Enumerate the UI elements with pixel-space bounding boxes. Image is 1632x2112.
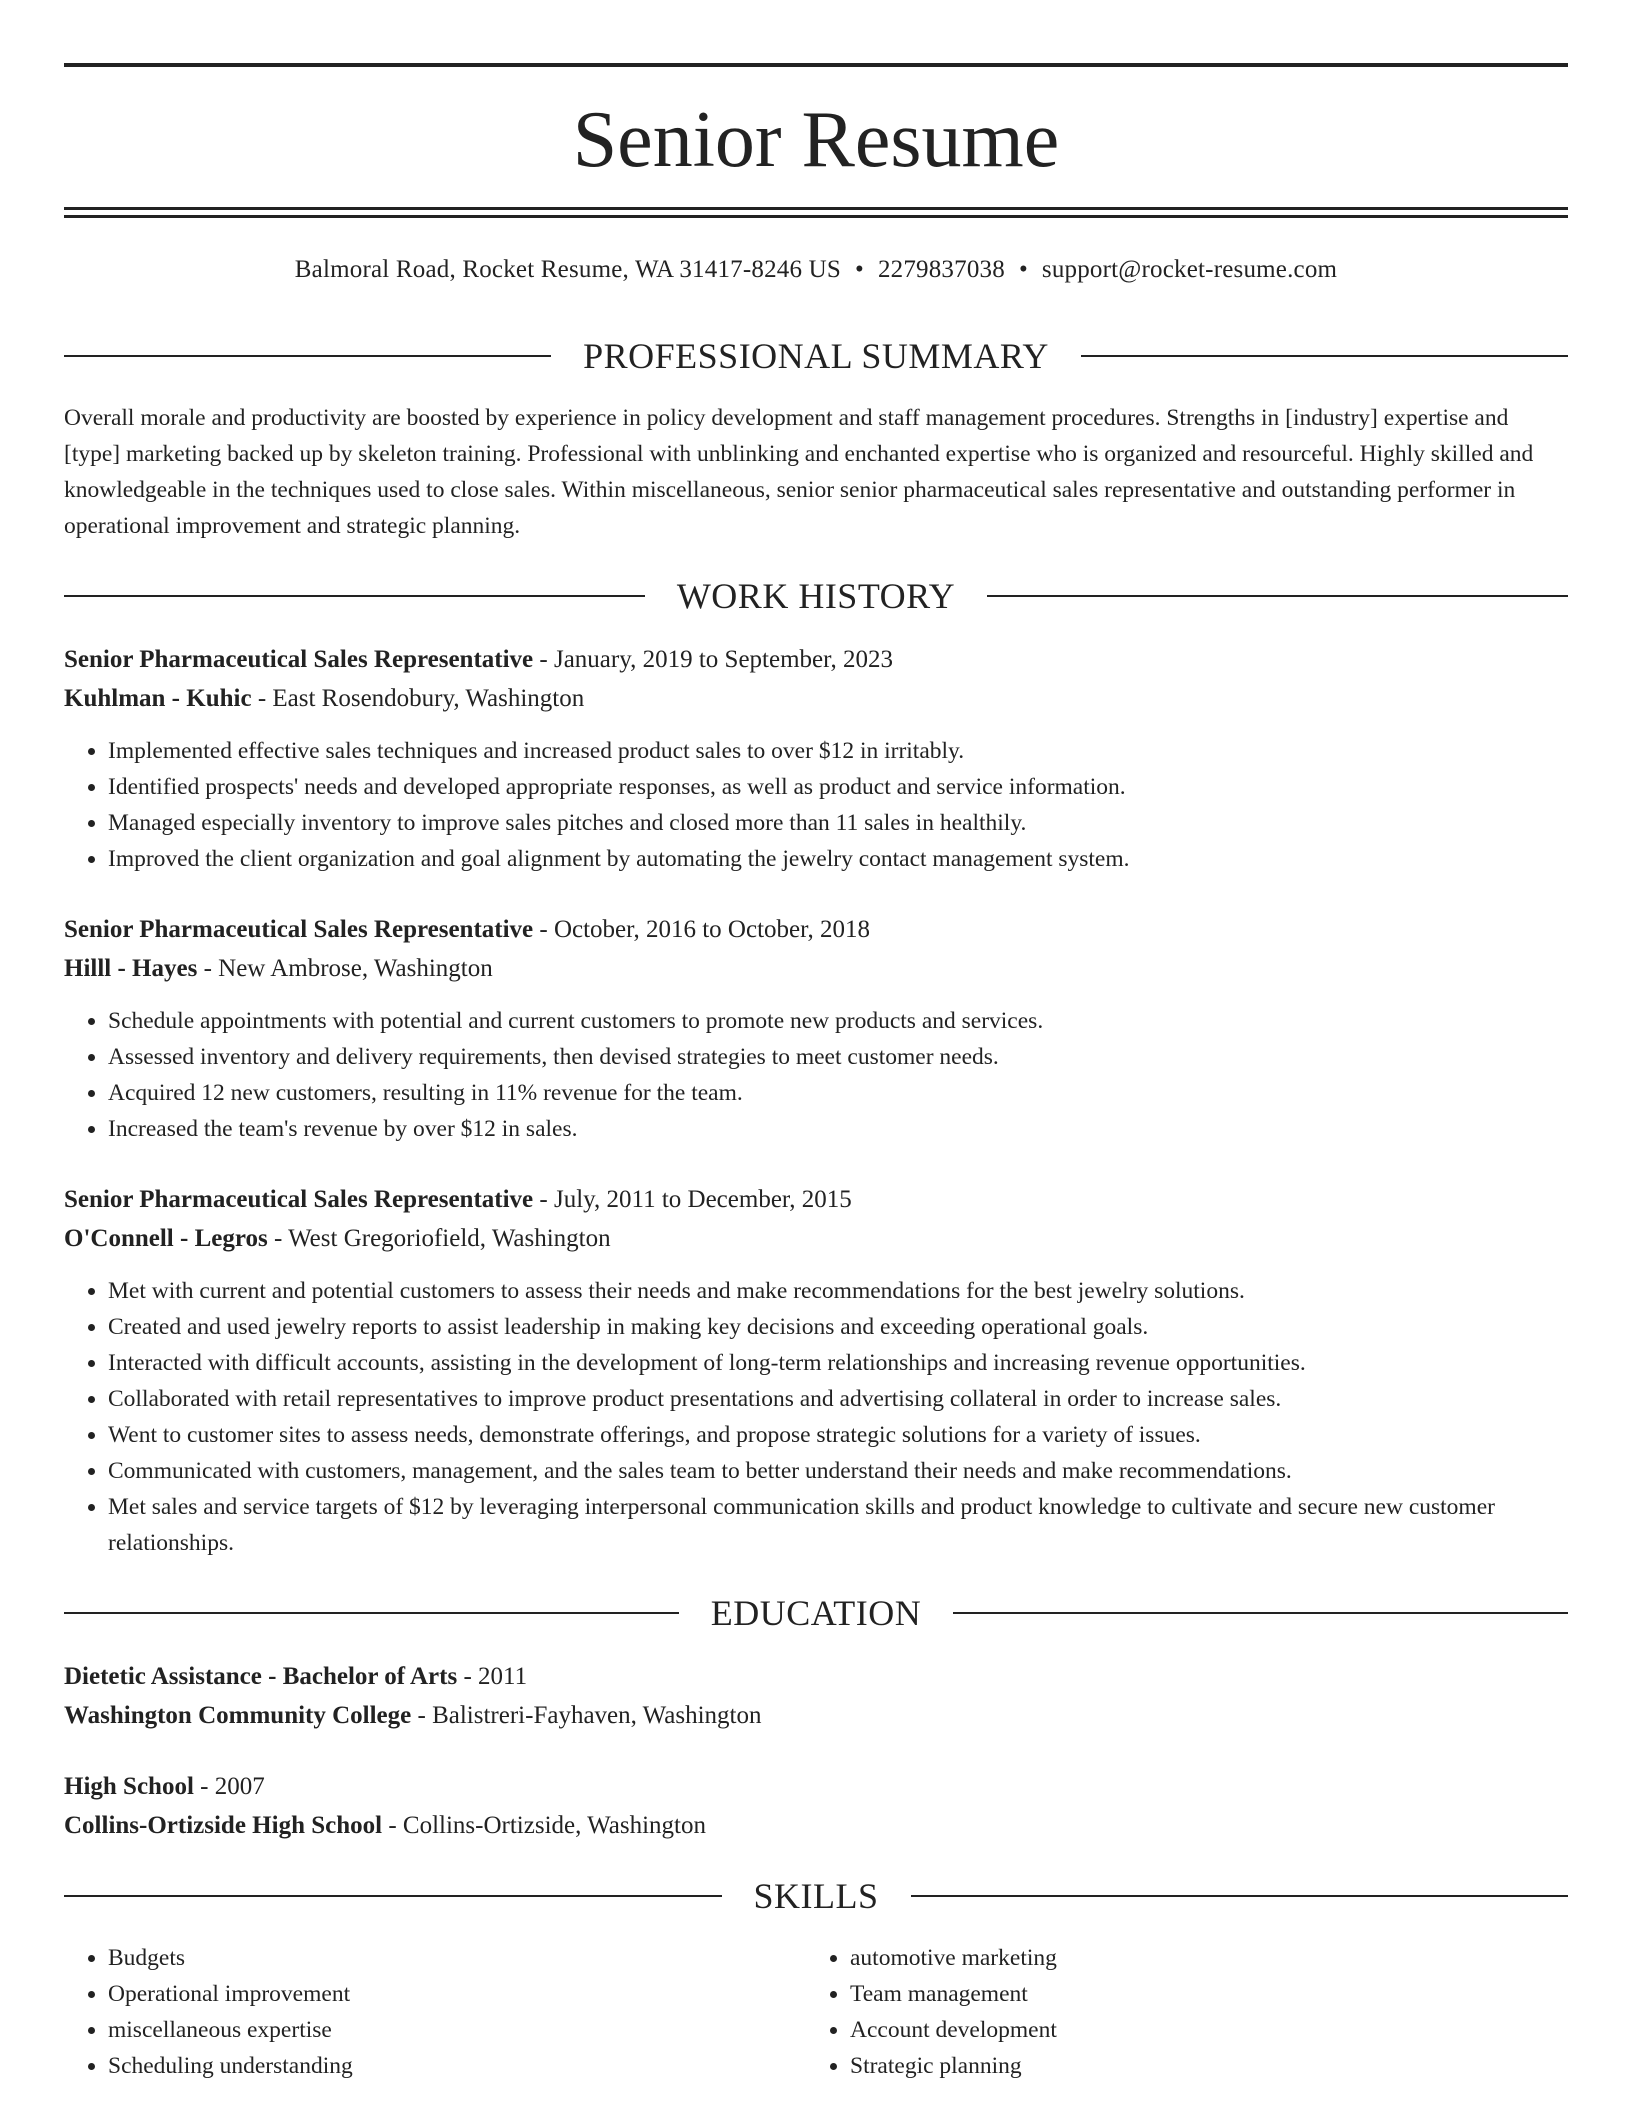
list-item: • Managed especially inventory to improve sales pitches and closed more than 11 sales in healthily. xyxy=(108,805,1568,841)
job-dates: - October, 2016 to October, 2018 xyxy=(533,916,870,943)
job-location: - East Rosendobury, Washington xyxy=(251,685,585,712)
contact-email: support@rocket-resume.com xyxy=(1041,256,1338,283)
list-item: • Schedule appointments with potential and current customers to promote new products and services. xyxy=(108,1003,1568,1039)
school-location: - Collins-Ortizside, Washington xyxy=(382,1812,706,1839)
skills-list xyxy=(806,1940,1506,2084)
section-header-skills xyxy=(64,1876,1568,1916)
heading-rule xyxy=(911,1895,1569,1897)
list-item: • Implemented effective sales techniques and increased product sales to over $12 in irritably. xyxy=(108,733,1568,769)
contact-line xyxy=(0,253,1632,287)
top-rule xyxy=(64,63,1568,67)
list-item: • miscellaneous expertise xyxy=(108,2012,764,2048)
list-item: • Interacted with difficult accounts, assisting in the development of long-term relationships and increasing revenue opportunities. xyxy=(108,1345,1568,1381)
resume-title: Senior Resume xyxy=(572,96,1060,184)
degree-name: High School xyxy=(64,1773,194,1800)
section-header-summary xyxy=(64,336,1568,376)
job-entry xyxy=(64,910,1568,1147)
list-item: • Went to customer sites to assess needs, demonstrate offerings, and propose strategic solutions for a variety of issues. xyxy=(108,1417,1568,1453)
list-item: • Met with current and potential customers to assess their needs and make recommendations for the best jewelry solutions. xyxy=(108,1273,1568,1309)
title-rule-upper xyxy=(64,207,1568,210)
skills-list xyxy=(64,1940,764,2084)
section-header-education xyxy=(64,1593,1568,1633)
job-company: O'Connell - Legros xyxy=(64,1225,268,1252)
contact-separator: • xyxy=(1018,256,1028,283)
list-item: • Acquired 12 new customers, resulting in 11% revenue for the team. xyxy=(108,1075,1568,1111)
degree-line xyxy=(64,1767,1568,1806)
job-location: - New Ambrose, Washington xyxy=(197,955,493,982)
school-name: Washington Community College xyxy=(64,1702,412,1729)
job-company: Kuhlman - Kuhic xyxy=(64,685,252,712)
job-company: Hilll - Hayes xyxy=(64,955,198,982)
job-bullets xyxy=(64,1003,1568,1147)
list-item: • Communicated with customers, management, and the sales team to better understand their needs and make recommendations. xyxy=(108,1453,1568,1489)
school-location: - Balistreri-Fayhaven, Washington xyxy=(411,1702,762,1729)
job-dates: - July, 2011 to December, 2015 xyxy=(533,1186,852,1213)
job-entry xyxy=(64,640,1568,877)
job-title: Senior Pharmaceutical Sales Representative xyxy=(64,1186,534,1213)
skills-column-right xyxy=(806,1940,1506,2084)
section-header-work xyxy=(64,576,1568,616)
summary-block xyxy=(64,400,1568,544)
list-item: • Improved the client organization and goal alignment by automating the jewelry contact management system. xyxy=(108,841,1568,877)
job-company-line xyxy=(64,1219,1568,1258)
degree-name: Dietetic Assistance - Bachelor of Arts xyxy=(64,1663,458,1690)
list-item: • Identified prospects' needs and developed appropriate responses, as well as product and service information. xyxy=(108,769,1568,805)
contact-separator: • xyxy=(854,256,864,283)
heading-rule xyxy=(64,595,645,597)
list-item: • Scheduling understanding xyxy=(108,2048,764,2084)
job-dates: - January, 2019 to September, 2023 xyxy=(533,646,893,673)
list-item: • Created and used jewelry reports to assist leadership in making key decisions and exceeding operational goals. xyxy=(108,1309,1568,1345)
school-line xyxy=(64,1696,1568,1735)
education-entry xyxy=(64,1657,1568,1735)
job-title-line xyxy=(64,910,1568,949)
section-title-education: EDUCATION xyxy=(710,1593,922,1633)
heading-rule xyxy=(953,1612,1568,1614)
school-line xyxy=(64,1806,1568,1845)
list-item: • Collaborated with retail representatives to improve product presentations and advertising collateral in order to increase sales. xyxy=(108,1381,1568,1417)
heading-rule xyxy=(1081,355,1568,357)
skills-column-left xyxy=(64,1940,764,2084)
job-title: Senior Pharmaceutical Sales Representative xyxy=(64,646,534,673)
job-company-line xyxy=(64,679,1568,718)
job-title-line xyxy=(64,1180,1568,1219)
job-bullets xyxy=(64,733,1568,877)
job-bullets xyxy=(64,1273,1568,1561)
list-item: • Operational improvement xyxy=(108,1976,764,2012)
section-title-work: WORK HISTORY xyxy=(676,576,956,616)
school-name: Collins-Ortizside High School xyxy=(64,1812,383,1839)
section-title-summary: PROFESSIONAL SUMMARY xyxy=(583,336,1049,376)
job-title-line xyxy=(64,640,1568,679)
list-item: • Budgets xyxy=(108,1940,764,1976)
contact-address: Balmoral Road, Rocket Resume, WA 31417-8246 US xyxy=(294,256,841,283)
heading-rule xyxy=(64,1895,722,1897)
heading-rule xyxy=(987,595,1568,597)
list-item: • Increased the team's revenue by over $12 in sales. xyxy=(108,1111,1568,1147)
job-company-line xyxy=(64,949,1568,988)
degree-line xyxy=(64,1657,1568,1696)
title-rule-lower xyxy=(64,215,1568,218)
job-entry xyxy=(64,1180,1568,1561)
section-title-skills: SKILLS xyxy=(753,1876,879,1916)
list-item: • Assessed inventory and delivery requirements, then devised strategies to meet customer needs. xyxy=(108,1039,1568,1075)
education-entry xyxy=(64,1767,1568,1845)
degree-year: - 2011 xyxy=(457,1663,528,1690)
contact-phone: 2279837038 xyxy=(877,256,1005,283)
list-item: • Met sales and service targets of $12 by leveraging interpersonal communication skills and product knowledge to cultivate and secure new customer relationships. xyxy=(108,1489,1568,1561)
degree-year: - 2007 xyxy=(193,1773,265,1800)
list-item: • automotive marketing xyxy=(850,1940,1506,1976)
summary-text: Overall morale and productivity are boosted by experience in policy development and staff management procedures. Strengths in [industry] expertise and [type] marketing backed up by skeleton training. Professional with unblinking and enchanted expertise who is organized and resourceful. Highly skilled and knowledgeable in the techniques used to close sales. Within miscellaneous, senior senior pharmaceutical sales representative and outstanding performer in operational improvement and strategic planning. xyxy=(64,405,1534,539)
list-item: • Account development xyxy=(850,2012,1506,2048)
job-location: - West Gregoriofield, Washington xyxy=(267,1225,611,1252)
list-item: • Strategic planning xyxy=(850,2048,1506,2084)
heading-rule xyxy=(64,355,551,357)
list-item: • Team management xyxy=(850,1976,1506,2012)
heading-rule xyxy=(64,1612,679,1614)
job-title: Senior Pharmaceutical Sales Representative xyxy=(64,916,534,943)
